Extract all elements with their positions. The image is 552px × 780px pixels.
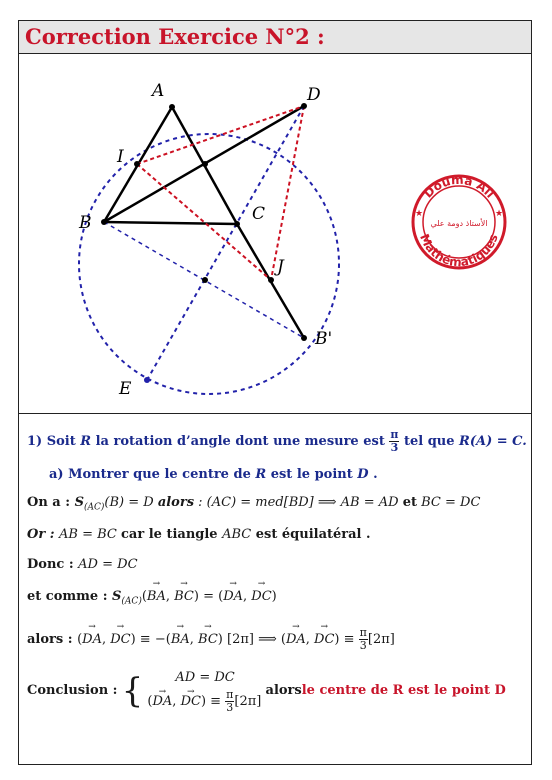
geometry-svg	[19, 54, 530, 412]
point-I	[134, 161, 140, 167]
label-J: J	[277, 257, 284, 277]
point-B	[101, 219, 107, 225]
stamp-bottom-text: Mathématiques	[417, 231, 501, 270]
dashed-DJ	[271, 106, 304, 280]
label-D: D	[307, 85, 321, 105]
line-et-comme: et comme : $S_{(AC)}(BA$ →, BC →) = (DA →, DC →)	[27, 589, 277, 607]
teacher-stamp	[413, 173, 505, 270]
point-E	[144, 377, 150, 383]
stamp-top-text: Douma Ali	[421, 172, 498, 201]
label-C: C	[252, 204, 266, 224]
geometry-figure	[19, 54, 531, 414]
line-donc: Donc : AD = DC	[27, 557, 138, 572]
question-a: a) Montrer que le centre de R est le point D .	[49, 467, 378, 482]
system: AD = DC (DA →, DC →) ≡ $\frac{\pi}{3}$ [2π]	[147, 667, 261, 714]
point-intersect-1	[202, 161, 208, 167]
question-1: 1) Soit R la rotation d’angle dont une mesure est $\frac{\pi}{3}$ tel que R(A) = C.	[27, 428, 527, 454]
dashed-DE	[147, 106, 304, 380]
exercise-frame	[18, 20, 532, 765]
point-A	[169, 104, 175, 110]
line-alors: alors : (DA →, DC →) ≡ −(BA →, BC →) [2π] ⟹ (DA →, DC →) ≡ $\frac{\pi}{3}$ [2π]	[27, 627, 395, 652]
stamp-star-left: ★	[415, 209, 424, 219]
title-bar	[19, 21, 531, 54]
point-J	[268, 277, 274, 283]
segment-BC	[104, 222, 237, 224]
label-Bp: B'	[315, 329, 333, 349]
line-on-a: On a : $S_{(AC)}(B) = D$ alors : (AC) = med[BD] ⟹ AB = AD et BC = DC	[27, 495, 481, 513]
point-C	[234, 221, 240, 227]
label-E: E	[119, 379, 132, 399]
stamp-center-text: الأستاذ دومة علي	[430, 219, 488, 228]
brace: {	[121, 670, 144, 711]
stamp-star-right: ★	[495, 209, 504, 219]
line-or: Or : AB = BC car le tiangle ABC est équilatéral .	[27, 527, 371, 542]
label-I: I	[117, 147, 124, 167]
label-B: B	[79, 213, 92, 233]
point-intersect-2	[202, 277, 208, 283]
label-A: A	[152, 81, 165, 101]
page-title: Correction Exercice N°2 :	[25, 24, 325, 49]
fraction-pi-3: $\frac{\pi}{3}$	[390, 428, 399, 454]
line-conclusion: Conclusion : { AD = DC (DA →, DC →) ≡ $\frac{\pi}{3}$ [2π] alorsle centre de R est le point D	[27, 667, 506, 714]
point-Bp	[301, 335, 307, 341]
